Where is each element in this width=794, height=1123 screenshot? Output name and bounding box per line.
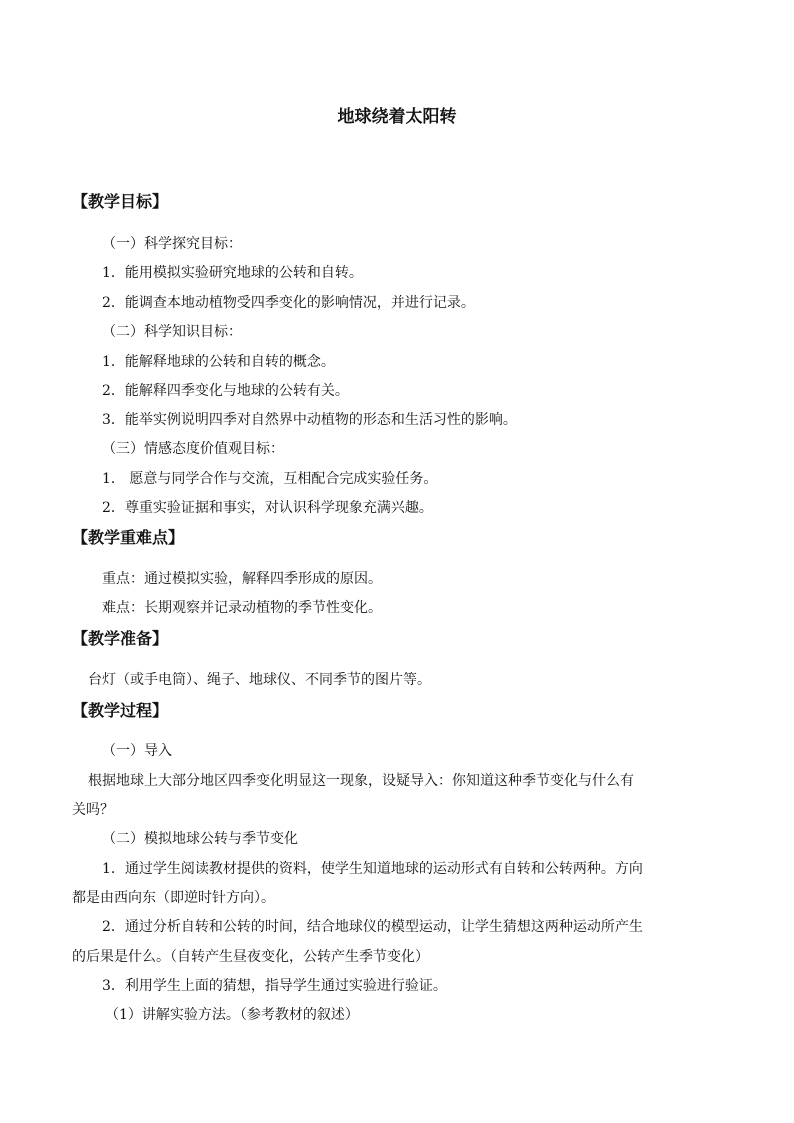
section-heading-goals: 【教学目标】	[72, 192, 169, 211]
list-item: 1．能解释地球的公转和自转的概念。	[102, 354, 335, 370]
list-item: 1．能用模拟实验研究地球的公转和自转。	[102, 265, 363, 281]
paragraph-line: 关吗？	[72, 802, 114, 818]
subheading-emotional-attitude: （三）情感态度价值观目标：	[102, 441, 284, 457]
paragraph-line: 都是由西向东（即逆时针方向）。	[72, 890, 275, 906]
key-point-item: 重点：通过模拟实验，解释四季形成的原因。	[102, 571, 382, 587]
paragraph-line: 2．通过分析自转和公转的时间，结合地球仪的模型运动，让学生猜想这两种运动所产生	[102, 919, 643, 935]
paragraph-line: 1．通过学生阅读教材提供的资料，使学生知道地球的运动形式有自转和公转两种。方向	[102, 861, 643, 877]
list-item: 2．能解释四季变化与地球的公转有关。	[102, 383, 349, 399]
paragraph-line: （1）讲解实验方法。（参考教材的叙述）	[105, 1007, 359, 1023]
list-item: 2．能调查本地动植物受四季变化的影响情况，并进行记录。	[102, 295, 475, 311]
list-item: 1． 愿意与同学合作与交流，互相配合完成实验任务。	[102, 471, 438, 487]
subheading-intro: （一）导入	[102, 743, 172, 759]
section-heading-preparation: 【教学准备】	[72, 629, 169, 648]
paragraph-line: 的后果是什么。（自转产生昼夜变化，公转产生季节变化）	[72, 949, 429, 965]
subheading-science-inquiry: （一）科学探究目标：	[102, 236, 242, 252]
document-title: 地球绕着太阳转	[337, 107, 457, 127]
difficulty-item: 难点：长期观察并记录动植物的季节性变化。	[102, 600, 382, 616]
preparation-text: 台灯（或手电筒）、绳子、地球仪、不同季节的图片等。	[88, 672, 431, 688]
list-item: 3．能举实例说明四季对自然界中动植物的形态和生活习性的影响。	[102, 412, 517, 428]
subheading-science-knowledge: （二）科学知识目标：	[102, 324, 242, 340]
section-heading-key-points: 【教学重难点】	[72, 528, 185, 547]
section-heading-process: 【教学过程】	[72, 701, 169, 720]
list-item: 2．尊重实验证据和事实，对认识科学现象充满兴趣。	[102, 500, 433, 516]
paragraph-line: 3．利用学生上面的猜想，指导学生通过实验进行验证。	[102, 978, 447, 994]
subheading-simulation: （二）模拟地球公转与季节变化	[102, 831, 298, 847]
paragraph-line: 根据地球上大部分地区四季变化明显这一现象，设疑导入：你知道这种季节变化与什么有	[88, 773, 634, 789]
